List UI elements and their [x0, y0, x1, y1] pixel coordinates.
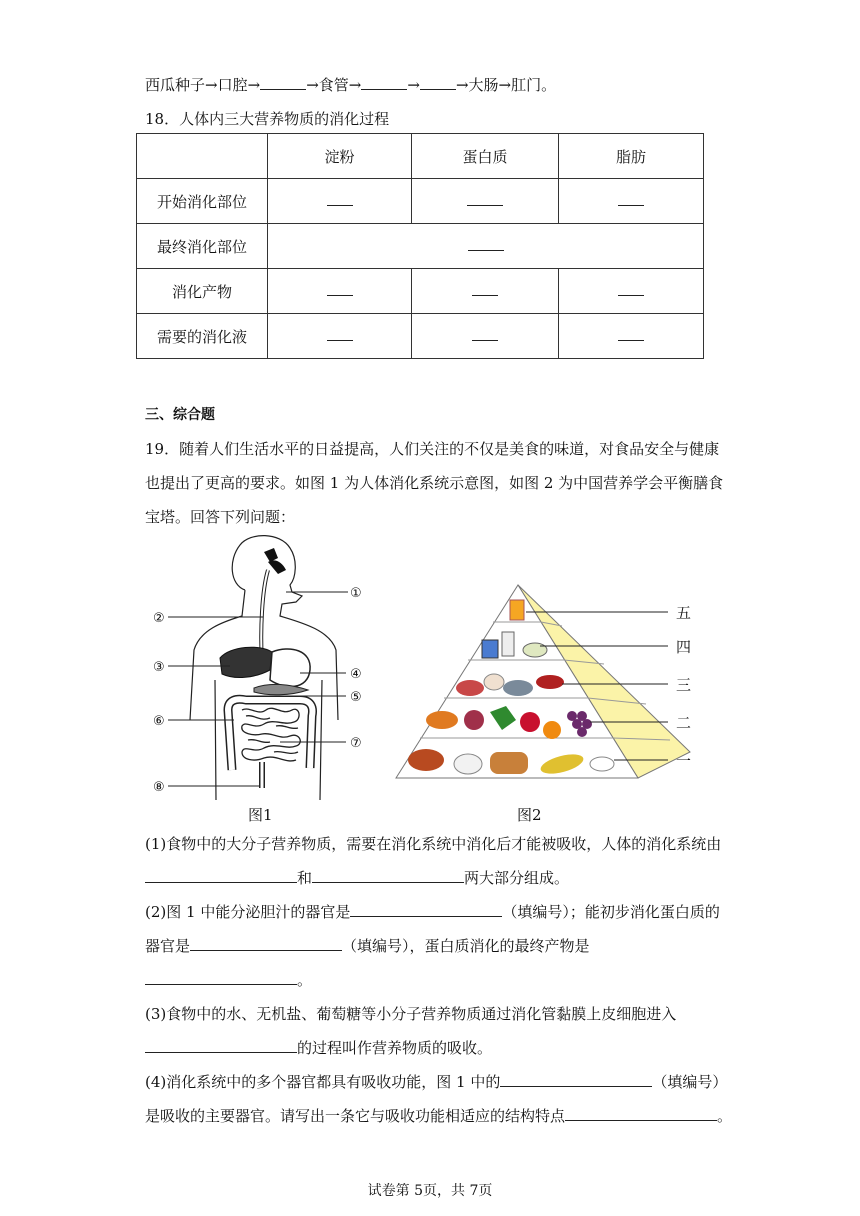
q19-part4-line2 — [145, 1105, 732, 1126]
q19-part4-line1 — [145, 1071, 727, 1092]
table-row — [137, 134, 704, 179]
label-6: ⑥ — [153, 714, 165, 729]
answer-cell[interactable] — [559, 269, 704, 314]
answer-cell[interactable] — [268, 224, 704, 269]
row-label: 最终消化部位 — [137, 224, 268, 269]
answer-cell[interactable] — [268, 269, 412, 314]
seed-text: 西瓜种子 — [145, 76, 206, 94]
label-7: ⑦ — [350, 736, 362, 751]
table-header-cell: 脂肪 — [559, 134, 704, 179]
label-3: ③ — [153, 660, 165, 675]
q17-flow-line — [145, 74, 556, 95]
q19-intro-line: 宝塔。回答下列问题： — [145, 508, 296, 526]
part4-end-text: 。 — [717, 1107, 733, 1125]
arrow: → — [306, 76, 319, 94]
liver-shape — [220, 647, 272, 677]
q18-title: 18．人体内三大营养物质的消化过程 — [145, 110, 390, 128]
part2-text: 器官是 — [145, 937, 191, 955]
q19-part1-line2 — [145, 867, 569, 888]
label-4: ④ — [350, 667, 362, 682]
answer-blank[interactable] — [145, 972, 297, 985]
part4-text: (4)消化系统中的多个器官都具有吸收功能，图 1 中的 — [145, 1073, 501, 1091]
part2-text: (2)图 1 中能分泌胆汁的器官是 — [145, 903, 351, 921]
arrow: → — [498, 76, 512, 94]
answer-blank[interactable] — [145, 1040, 297, 1053]
arrow: → — [348, 76, 362, 94]
and-text: 和 — [297, 869, 313, 887]
part3-end-text: 的过程叫作营养物质的吸收。 — [297, 1039, 493, 1057]
part2-end-text: 。 — [297, 971, 313, 989]
part1-end-text: 两大部分组成。 — [464, 869, 570, 887]
section-heading: 三、综合题 — [145, 407, 215, 423]
part2-text: （填编号），蛋白质消化的最终产物是 — [342, 937, 590, 955]
tier-label-1: 一 — [676, 752, 692, 770]
answer-cell[interactable] — [559, 179, 704, 224]
q19-part2-line2 — [145, 935, 590, 956]
digestive-system-figure — [150, 530, 380, 800]
answer-cell[interactable] — [559, 314, 704, 359]
label-2: ② — [153, 611, 165, 626]
page-footer: 试卷第 5页，共 7页 — [367, 1183, 493, 1199]
q19-part3-line2 — [145, 1037, 492, 1058]
large-intestine-text: 大肠 — [468, 76, 499, 94]
answer-blank[interactable] — [312, 870, 464, 883]
answer-cell[interactable] — [268, 314, 412, 359]
stomach-shape — [270, 649, 310, 687]
food-pyramid-figure — [390, 580, 710, 785]
label-5: ⑤ — [350, 690, 362, 705]
table-row — [137, 224, 704, 269]
anus-text: 肛门。 — [511, 76, 557, 94]
row-label: 需要的消化液 — [137, 314, 268, 359]
arrow: → — [407, 76, 420, 94]
arrow: → — [205, 76, 218, 94]
answer-blank[interactable] — [420, 77, 456, 90]
answer-blank[interactable] — [190, 938, 342, 951]
answer-blank[interactable] — [361, 77, 407, 90]
tier-label-2: 二 — [676, 714, 692, 732]
esophagus-text: 食管 — [318, 76, 349, 94]
row-label: 开始消化部位 — [137, 179, 268, 224]
figure-1-caption: 图1 — [248, 806, 273, 824]
tier-label-4: 四 — [676, 638, 692, 656]
answer-blank[interactable] — [260, 77, 306, 90]
q19-part2-line1 — [145, 901, 720, 922]
table-row — [137, 179, 704, 224]
tier-label-5: 五 — [676, 604, 692, 622]
label-1: ① — [350, 586, 362, 601]
q19-part3-line1: (3)食物中的水、无机盐、葡萄糖等小分子营养物质通过消化管黏膜上皮细胞进入 — [145, 1005, 677, 1023]
table-header-cell: 淀粉 — [268, 134, 412, 179]
part4-text: 是吸收的主要器官。请写出一条它与吸收功能相适应的结构特点 — [145, 1107, 566, 1125]
tier-label-3: 三 — [676, 676, 692, 694]
digestion-table — [136, 133, 704, 359]
row-label: 消化产物 — [137, 269, 268, 314]
table-row — [137, 314, 704, 359]
answer-cell[interactable] — [268, 179, 412, 224]
table-row — [137, 269, 704, 314]
table-header-cell — [137, 134, 268, 179]
mouth-text: 口腔 — [217, 76, 248, 94]
answer-blank[interactable] — [565, 1108, 717, 1121]
q19-part1-line1: (1)食物中的大分子营养物质，需要在消化系统中消化后才能被吸收，人体的消化系统由 — [145, 835, 722, 853]
part2-text: （填编号）；能初步消化蛋白质的 — [502, 903, 720, 921]
arrow: → — [247, 76, 261, 94]
answer-cell[interactable] — [412, 314, 559, 359]
answer-blank[interactable] — [500, 1074, 652, 1087]
q19-intro-line: 19．随着人们生活水平的日益提高，人们关注的不仅是美食的味道，对食品安全与健康 — [145, 440, 720, 458]
answer-blank[interactable] — [145, 870, 297, 883]
q19-part2-line3 — [145, 969, 312, 990]
small-intestine-shape — [242, 708, 300, 761]
arrow: → — [455, 76, 469, 94]
part4-text: （填编号） — [652, 1073, 728, 1091]
label-8: ⑧ — [153, 780, 165, 795]
answer-blank[interactable] — [350, 904, 502, 917]
table-header-cell: 蛋白质 — [412, 134, 559, 179]
answer-cell[interactable] — [412, 179, 559, 224]
q19-intro-line: 也提出了更高的要求。如图 1 为人体消化系统示意图，如图 2 为中国营养学会平衡膳食 — [145, 474, 724, 492]
answer-cell[interactable] — [412, 269, 559, 314]
figure-2-caption: 图2 — [517, 806, 542, 824]
